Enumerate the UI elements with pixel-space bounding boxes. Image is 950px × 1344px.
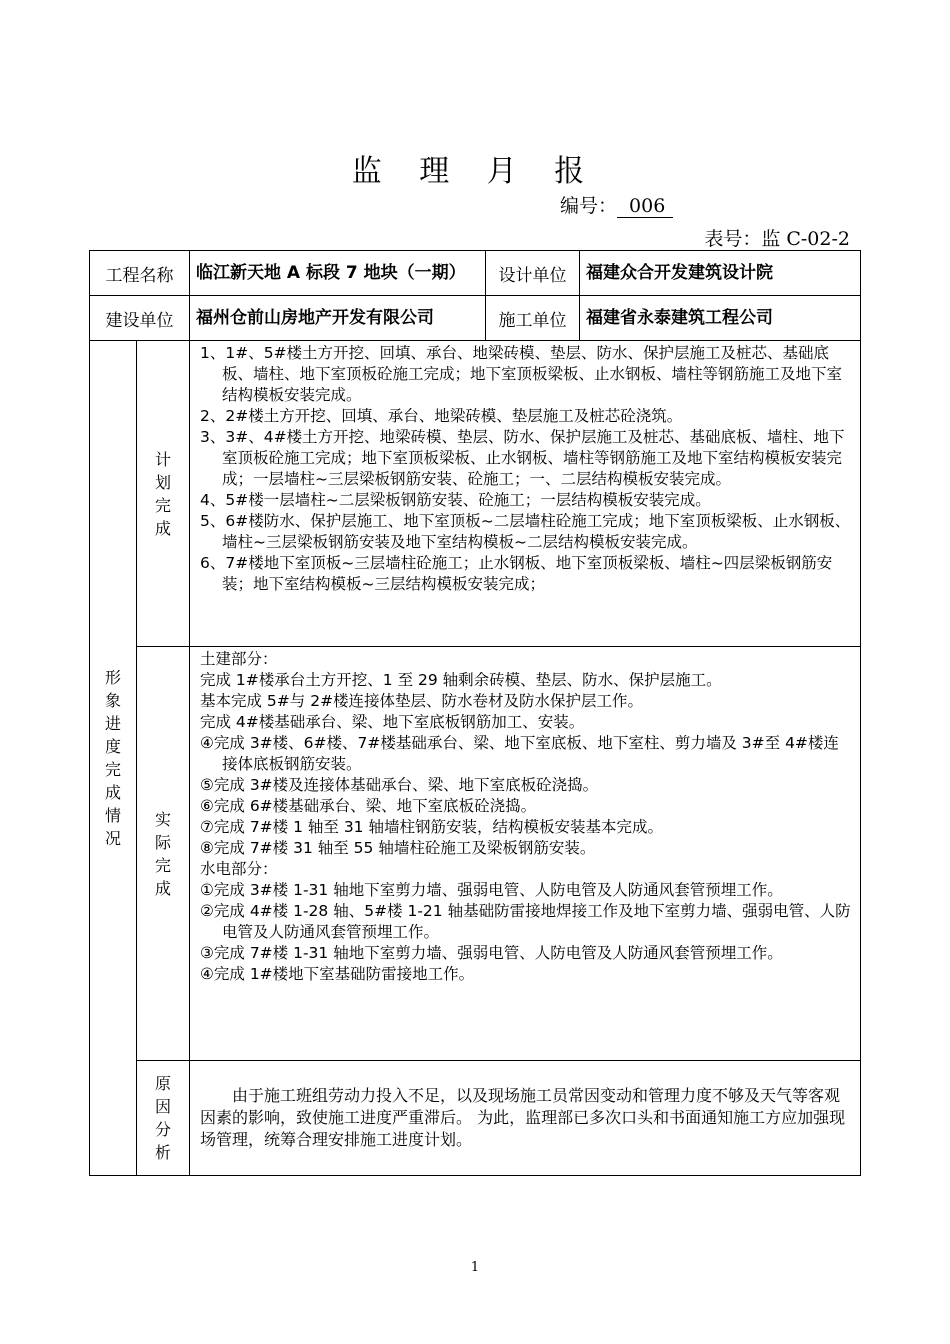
report-table xyxy=(89,250,861,1176)
planned-item: 6、7#楼地下室顶板~三层墙柱砼施工；止水钢板、地下室顶板梁板、墙柱~四层梁板钢筋安装；地下室结构模板~三层结构模板安装完成； xyxy=(200,554,833,593)
contractor-value: 福建省永泰建筑工程公司 xyxy=(580,296,861,341)
design-unit-label: 设计单位 xyxy=(486,251,580,296)
design-unit-value: 福建众合开发建筑设计院 xyxy=(580,251,861,296)
civil-item: ⑥完成 6#楼基础承台、梁、地下室底板砼浇捣。 xyxy=(200,797,537,815)
civil-item: ④完成 3#楼、6#楼、7#楼基础承台、梁、地下室底板、地下室柱、剪力墙及 3#至 4#楼连接体底板钢筋安装。 xyxy=(200,734,839,773)
page-number: 1 xyxy=(470,1260,480,1275)
actual-label: 实 际 完 成 xyxy=(137,647,190,1061)
civil-item: ⑦完成 7#楼 1 轴至 31 轴墙柱钢筋安装，结构模板安装基本完成。 xyxy=(200,818,663,836)
page-title: 监 理 月 报 xyxy=(351,154,599,189)
civil-item: 完成 4#楼基础承台、梁、地下室底板钢筋加工、安装。 xyxy=(200,713,585,731)
mep-item: ①完成 3#楼 1-31 轴地下室剪力墙、强弱电管、人防电管及人防通风套管预埋工作。 xyxy=(200,881,783,899)
civil-item: ⑧完成 7#楼 31 轴至 55 轴墙柱砼施工及梁板钢筋安装。 xyxy=(200,839,596,857)
project-name-value: 临江新天地 A 标段 7 地块（一期） xyxy=(190,251,486,296)
actual-content xyxy=(190,647,861,1061)
planned-item: 3、3#、4#楼土方开挖、地梁砖模、垫层、防水、保护层施工及桩芯、基础底板、墙柱、地下室顶板砼施工完成；地下室顶板梁板、止水钢板、墙柱等钢筋施工及地下室结构模板安装完成；一层墙柱~三层梁板钢筋安装、砼施工；一、二层结构模板安装完成。 xyxy=(200,428,845,488)
mep-item: ②完成 4#楼 1-28 轴、5#楼 1-21 轴基础防雷接地焊接工作及地下室剪力墙、强弱电管、人防电管及人防通风套管预埋工作。 xyxy=(200,902,851,941)
serial-label: 编号： xyxy=(560,195,618,217)
serial-value: 006 xyxy=(617,195,673,218)
planned-label: 计 划 完 成 xyxy=(137,341,190,647)
planned-content xyxy=(190,341,861,647)
owner-label: 建设单位 xyxy=(90,296,190,341)
planned-item: 4、5#楼一层墙柱~二层梁板钢筋安装、砼施工；一层结构模板安装完成。 xyxy=(200,491,711,509)
contractor-label: 施工单位 xyxy=(486,296,580,341)
mep-item: ③完成 7#楼 1-31 轴地下室剪力墙、强弱电管、人防电管及人防通风套管预埋工作。 xyxy=(200,944,783,962)
reason-label: 原 因 分 析 xyxy=(137,1061,190,1176)
owner-value: 福州仓前山房地产开发有限公司 xyxy=(190,296,486,341)
mep-heading: 水电部分： xyxy=(200,860,278,878)
planned-item: 5、6#楼防水、保护层施工、地下室顶板~二层墙柱砼施工完成；地下室顶板梁板、止水钢板、墙柱~三层梁板钢筋安装及地下室结构模板~二层结构模板安装完成。 xyxy=(200,512,851,551)
form-number: 表号：监 C-02-2 xyxy=(704,228,850,250)
serial-number xyxy=(560,191,673,218)
reason-content: 由于施工班组劳动力投入不足，以及现场施工员常因变动和管理力度不够及天气等客观因素的影响，致使施工进度严重滞后。 为此，监理部已多次口头和书面通知施工方应加强现场管理，统筹合理安排施工进度计划。 xyxy=(190,1061,861,1176)
planned-item: 1、1#、5#楼土方开挖、回填、承台、地梁砖模、垫层、防水、保护层施工及桩芯、基础底板、墙柱、地下室顶板砼施工完成；地下室顶板梁板、止水钢板、墙柱等钢筋施工及地下室结构模板安装完成。 xyxy=(200,344,843,404)
civil-item: ⑤完成 3#楼及连接体基础承台、梁、地下室底板砼浇捣。 xyxy=(200,776,599,794)
civil-heading: 土建部分： xyxy=(200,650,278,668)
civil-item: 基本完成 5#与 2#楼连接体垫层、防水卷材及防水保护层工作。 xyxy=(200,692,644,710)
progress-section-label: 形 象 进 度 完 成 情 况 xyxy=(90,341,137,1176)
planned-item: 2、2#楼土方开挖、回填、承台、地梁砖模、垫层施工及桩芯砼浇筑。 xyxy=(200,407,683,425)
project-name-label: 工程名称 xyxy=(90,251,190,296)
mep-item: ④完成 1#楼地下室基础防雷接地工作。 xyxy=(200,965,475,983)
civil-item: 完成 1#楼承台土方开挖、1 至 29 轴剩余砖模、垫层、防水、保护层施工。 xyxy=(200,671,722,689)
